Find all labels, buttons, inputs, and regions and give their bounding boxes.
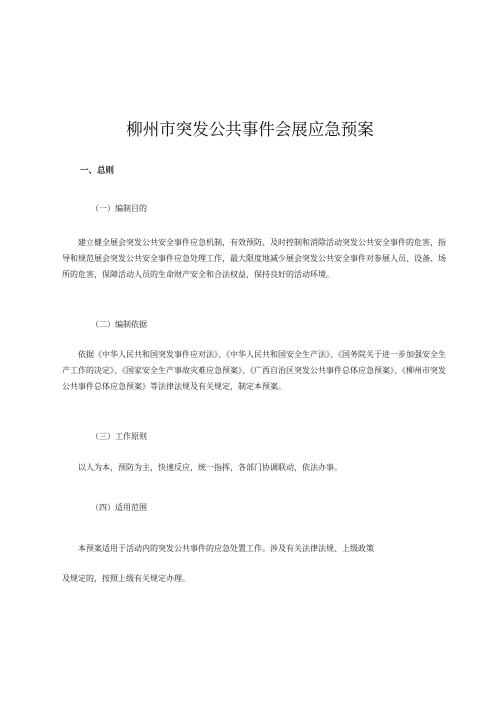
paragraph-principles: 以人为本，预防为主，快速反应，统一指挥，各部门协调联动，依法办事。: [78, 463, 342, 472]
subsection-heading-basis: （二）编制依据: [91, 320, 147, 329]
paragraph-scope-line2: 及规定的，按照上级有关规定办理。: [62, 574, 190, 583]
subsection-heading-principles: （三）工作原则: [91, 432, 147, 441]
document-title: 柳州市突发公共事件会展应急预案: [126, 120, 374, 139]
subsection-heading-purpose: （一）编制目的: [91, 204, 147, 213]
subsection-heading-scope: （四）适用范围: [91, 503, 147, 512]
paragraph-purpose: 建立健全展会突发公共安全事件应急机制，有效预防、及时控制和消除活动突发公共安全事件的危害，指导和规范展会突发公共安全事件应急处理工作，最大限度地减少展会突发公共安全事件对参展人员、设备、场所的危害，保障活动人员的生命财产安全和合法权益，保持良好的活动环境。: [62, 238, 446, 279]
paragraph-basis: 依据《中华人民共和国突发事件应对法》、《中华人民共和国安全生产法》、《国务院关于进一步加强安全生产工作的决定》、《国家安全生产事故灾难应急预案》、《广西自治区突发公共事件总体应急预案》、《柳州市突发公共事件总体应急预案》等法律法规及有关规定，制定本预案。: [62, 350, 446, 391]
paragraph-scope-line1: 本预案适用于活动内的突发公共事件的应急处置工作。涉及有关法律法规、上级政策: [78, 544, 374, 553]
section-heading-general: 一、总则: [80, 166, 115, 176]
